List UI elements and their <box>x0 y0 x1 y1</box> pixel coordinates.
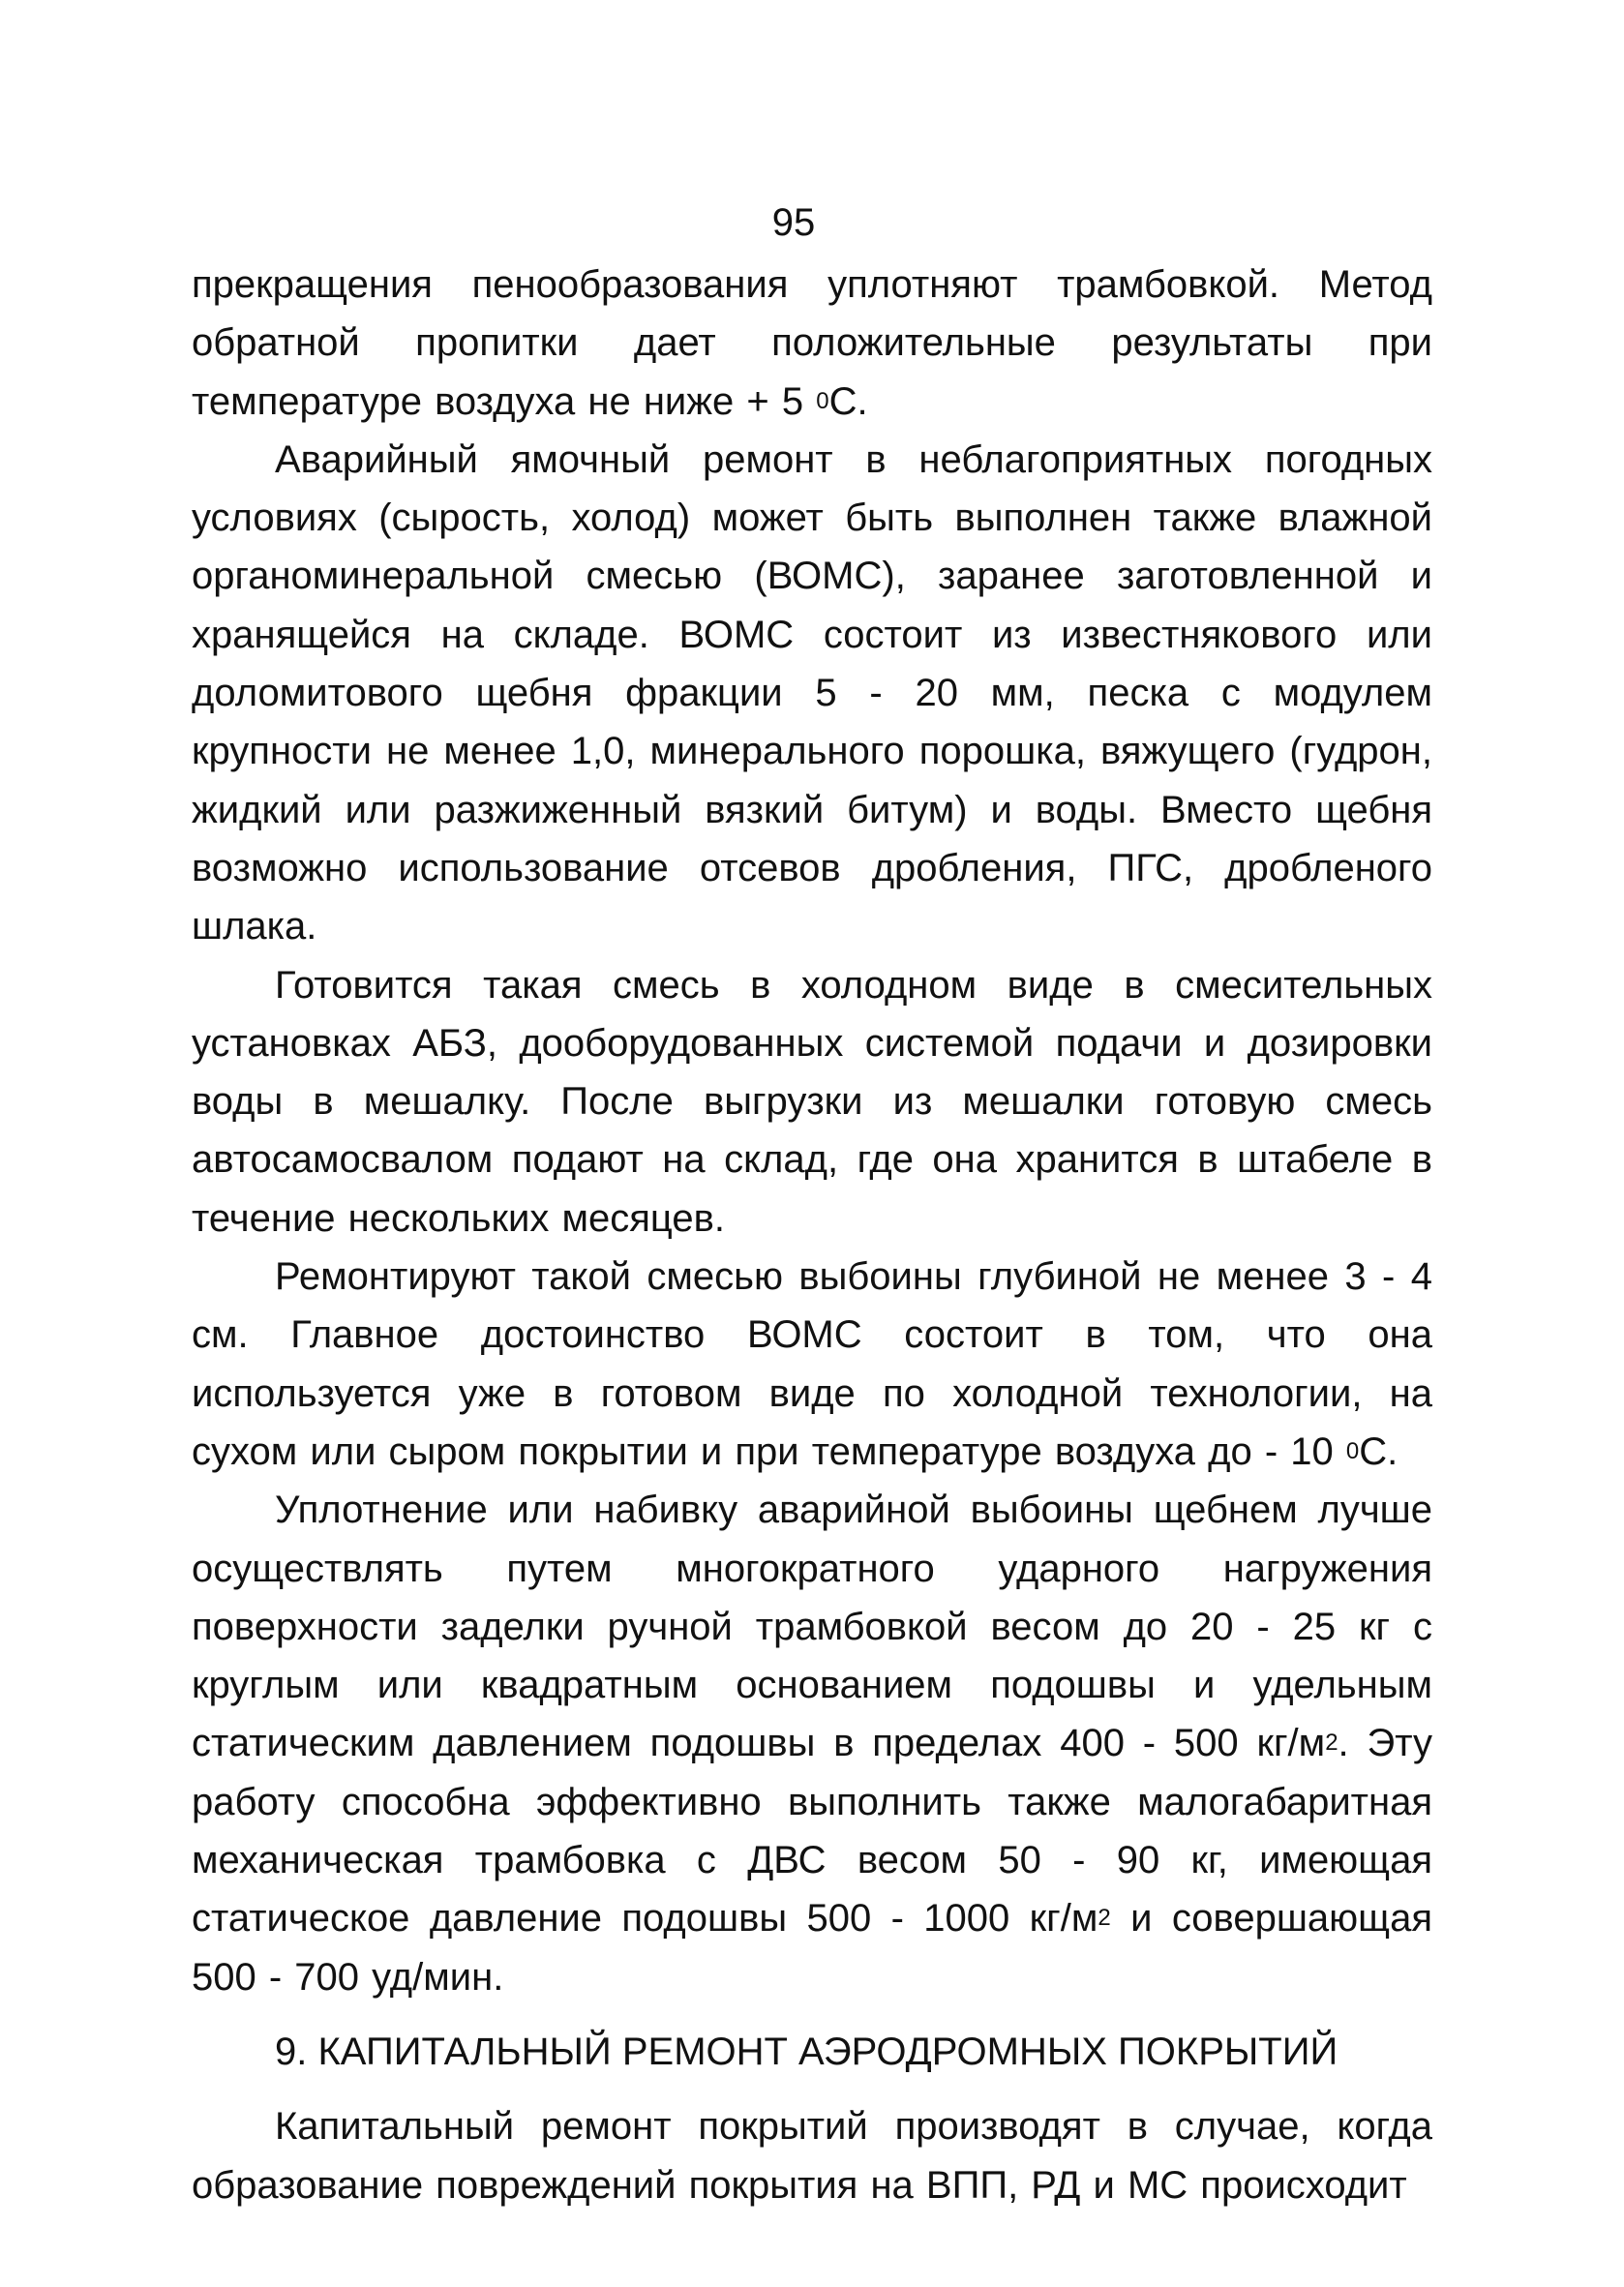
paragraph <box>192 1481 1432 2006</box>
section-heading: 9. КАПИТАЛЬНЫЙ РЕМОНТ АЭРОДРОМНЫХ ПОКРЫТИЙ <box>275 2030 1338 2073</box>
paragraph: Капитальный ремонт покрытий производят в случае, когда образование повреждений покрытия на ВПП, РД и МС происходит <box>192 2105 1432 2207</box>
paragraph <box>192 1248 1432 1481</box>
degree-superscript: 0 <box>1345 1437 1360 1464</box>
paragraph-text: . Эту работу способна эффективно выполнить также малогабаритная механическая трамбовка с ДВС весом 50 - 90 кг, имеющая статическое давление подошвы 500 - 1000 кг/м <box>192 1722 1433 1941</box>
degree-superscript: 0 <box>816 387 829 414</box>
paragraph-text-tail: С. <box>828 379 868 423</box>
square-superscript: 2 <box>1098 1905 1111 1932</box>
paragraph: Готовится такая смесь в холодном виде в смесительных установках АБЗ, дооборудованных системой подачи и дозировки воды в мешалку. После выгрузки из мешалки готовую смесь автосамосвалом подают на склад, где она хранится в штабеле в течение нескольких месяцев. <box>192 963 1432 1240</box>
page-body <box>192 256 1432 2214</box>
paragraph-text: Уплотнение или набивку аварийной выбоины щебнем лучше осуществлять путем многократного ударного нагружения поверхности заделки ручной трамбовкой весом до 20 - 25 кг с круглым или квадратным основанием подошвы и удельным статическим давлением подошвы в пределах 400 - 500 кг/м <box>192 1489 1432 1765</box>
paragraph <box>192 256 1432 431</box>
square-superscript: 2 <box>1325 1730 1338 1757</box>
paragraph-text: Ремонтируют такой смесью выбоины глубиной не менее 3 - 4 см. Главное достоинство ВОМС состоит в том, что она используется уже в готовом виде по холодной технологии, на сухом или сыром покрытии и при температуре воздуха до - 10 <box>192 1255 1432 1473</box>
page-number: 95 <box>771 201 816 244</box>
paragraph-text: и совершающая 500 - 700 уд/мин. <box>192 1897 1432 1999</box>
paragraph-text-tail: С. <box>1359 1429 1398 1473</box>
paragraph: Аварийный ямочный ремонт в неблагоприятных погодных условиях (сырость, холод) может быть выполнен также влажной органоминеральной смесью (ВОМС), заранее заготовленной и хранящейся на складе. ВОМС состоит из известнякового или доломитового щебня фракции 5 - 20 мм, песка с модулем крупности не менее 1,0, минерального порошка, вяжущего (гудрон, жидкий или разжиженный вязкий битум) и воды. Вместо щебня возможно использование отсевов дробления, ПГС, дробленого шлака. <box>192 437 1432 948</box>
paragraph-text: прекращения пенообразования уплотняют трамбовкой. Метод обратной пропитки дает положительные результаты при температуре воздуха не ниже + 5 <box>192 263 1432 423</box>
